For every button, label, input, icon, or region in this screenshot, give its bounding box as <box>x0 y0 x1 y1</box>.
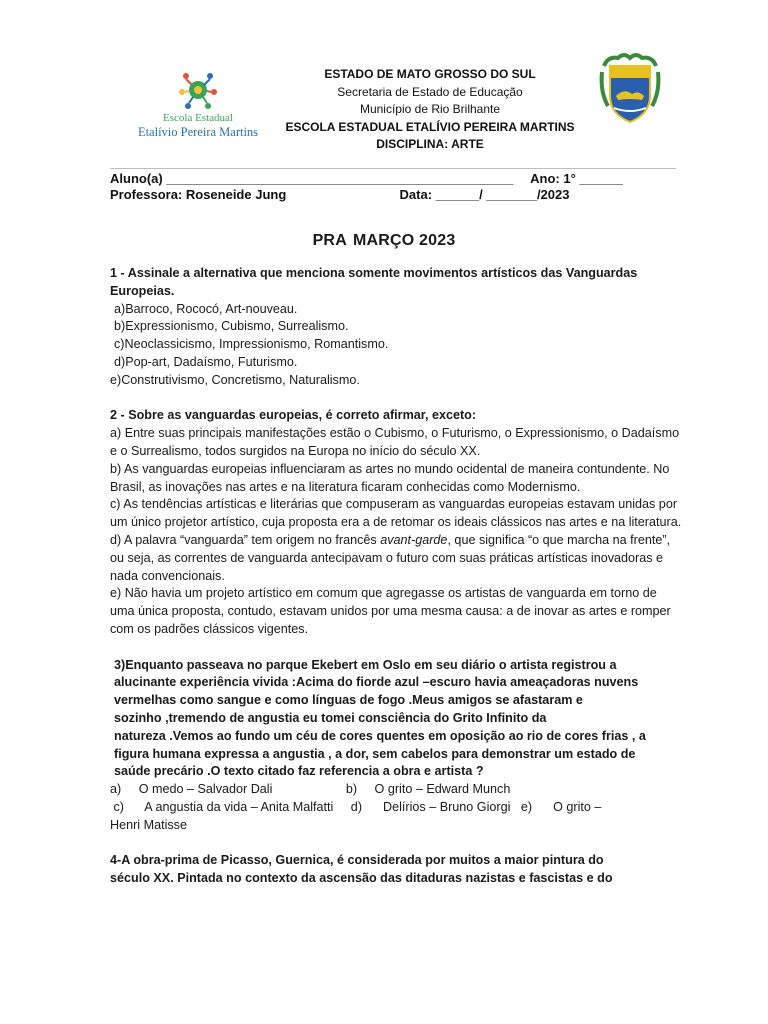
year-label: Ano: 1° <box>530 171 576 186</box>
header-secretariat: Secretaria de Estado de Educação <box>337 84 523 99</box>
q1-option-e: e)Construtivismo, Concretismo, Naturalismo. <box>110 372 360 387</box>
q4-line: 4-A obra-prima de Picasso, Guernica, é considerada por muitos a maior pintura do <box>110 853 604 868</box>
q3-line: saúde precário .O texto citado faz referencia a obra e artista ? <box>114 764 484 779</box>
teacher-row <box>110 187 569 202</box>
q2-option-e: e) Não havia um projeto artístico em comum que agregasse os artistas de vanguarda em torno de uma única proposta, contudo, estavam unidos por uma mesma causa: a de inovar as artes e romper com os padrões clássicos vigentes. <box>110 586 671 636</box>
q1-option-a: a)Barroco, Rococó, Art-nouveau. <box>114 301 298 316</box>
date-label: Data: <box>399 187 433 202</box>
title-part1: PRA <box>312 232 347 249</box>
q3-line: natureza .Vemos ao fundo um céu de cores quentes em oposição ao rio de cores frias , a <box>114 728 646 743</box>
q1-option-b: b)Expressionismo, Cubismo, Surrealismo. <box>114 319 349 334</box>
q2-d-italic: avant-garde <box>380 532 448 547</box>
q1-option-c: c)Neoclassicismo, Impressionismo, Romantismo. <box>114 337 389 352</box>
q2-d-post: , que significa “o que marcha na frente”, ou seja, as correntes de vanguarda antecipavam o futuro com suas práticas artísticas inovadoras e nada convencionais. <box>110 532 671 583</box>
questions <box>110 265 682 888</box>
q1-option-d: d)Pop-art, Dadaísmo, Futurismo. <box>114 354 298 369</box>
q2-option-d <box>110 532 682 585</box>
header-school: ESCOLA ESTADUAL ETALÍVIO PEREIRA MARTINS <box>285 119 575 134</box>
header-text <box>230 66 630 154</box>
question-2: 2 - Sobre as vanguardas europeias, é correto afirmar, exceto: <box>110 408 477 423</box>
date-year: /2023 <box>536 187 570 202</box>
date-separator: / <box>479 187 483 202</box>
student-name-field[interactable]: ________________________________________________ <box>166 171 514 186</box>
q2-option-a: a) Entre suas principais manifestações estão o Cubismo, o Futurismo, o Expressionismo, o Dadaísmo e o Surrealismo, todos surgidos na Europa no início do século XX. <box>110 426 680 458</box>
header-discipline: DISCIPLINA: ARTE <box>376 137 484 151</box>
q3-option-e-continued: Henri Matisse <box>110 817 187 832</box>
header-state: ESTADO DE MATO GROSSO DO SUL <box>324 67 536 81</box>
page-title <box>0 232 768 250</box>
title-part2: MARÇO 2023 <box>352 232 456 249</box>
question-1: 1 - Assinale a alternativa que menciona somente movimentos artísticos das Vanguardas Europeias. <box>110 266 638 298</box>
q3-options-ab: a) O medo – Salvador Dali b) O grito – Edward Munch <box>110 782 511 797</box>
q3-line: 3)Enquanto passeava no parque Ekebert em Oslo em seu diário o artista registrou a <box>114 657 617 672</box>
student-row <box>110 171 623 186</box>
school-logo-line2: Etalívio Pereira Martins <box>137 125 259 139</box>
q4-line: século XX. Pintada no contexto da ascensão das ditaduras nazistas e fascistas e do <box>110 871 613 886</box>
date-month-field[interactable]: _______ <box>486 187 537 202</box>
q2-d-pre: d) A palavra “vanguarda” tem origem no francês <box>110 532 381 547</box>
q3-line: figura humana expressa a angustia , a dor, sem cabelos para demonstrar um estado de <box>114 746 636 761</box>
q2-option-c: c) As tendências artísticas e literárias que compuseram as vanguardas europeias estavam unidas por um único projetor artístico, cuja proposta era a de retomar os ideais clássicos nas artes e na literatura. <box>110 497 682 530</box>
q3-line: vermelhas como sangue e como línguas de fogo .Meus amigos se afastaram e <box>114 693 583 708</box>
q3-line: sozinho ,tremendo de angustia eu tomei consciência do Grito Infinito da <box>114 710 547 725</box>
school-logo-line1: Escola Estadual <box>163 112 233 124</box>
q3-options-cde: c) A angustia da vida – Anita Malfatti d) Delírios – Bruno Giorgi e) O grito – <box>110 799 602 814</box>
question-3 <box>110 657 682 782</box>
header-divider <box>110 168 676 169</box>
date-day-field[interactable]: ______ <box>435 187 480 202</box>
teacher-label: Professora: Roseneide Jung <box>110 187 287 202</box>
student-label: Aluno(a) <box>110 171 163 186</box>
year-field[interactable]: ______ <box>579 171 623 186</box>
q3-line: alucinante experiência vivida :Acima do fiorde azul –escuro havia ameaçadoras nuvens <box>114 675 639 690</box>
question-4 <box>110 852 682 888</box>
q2-option-b: b) As vanguardas europeias influenciaram as artes no mundo ocidental de maneira contundente. No Brasil, as inovações nas artes e na literatura ficaram conhecidas como Modernismo. <box>110 461 670 494</box>
header-municipality: Município de Rio Brilhante <box>359 102 501 116</box>
